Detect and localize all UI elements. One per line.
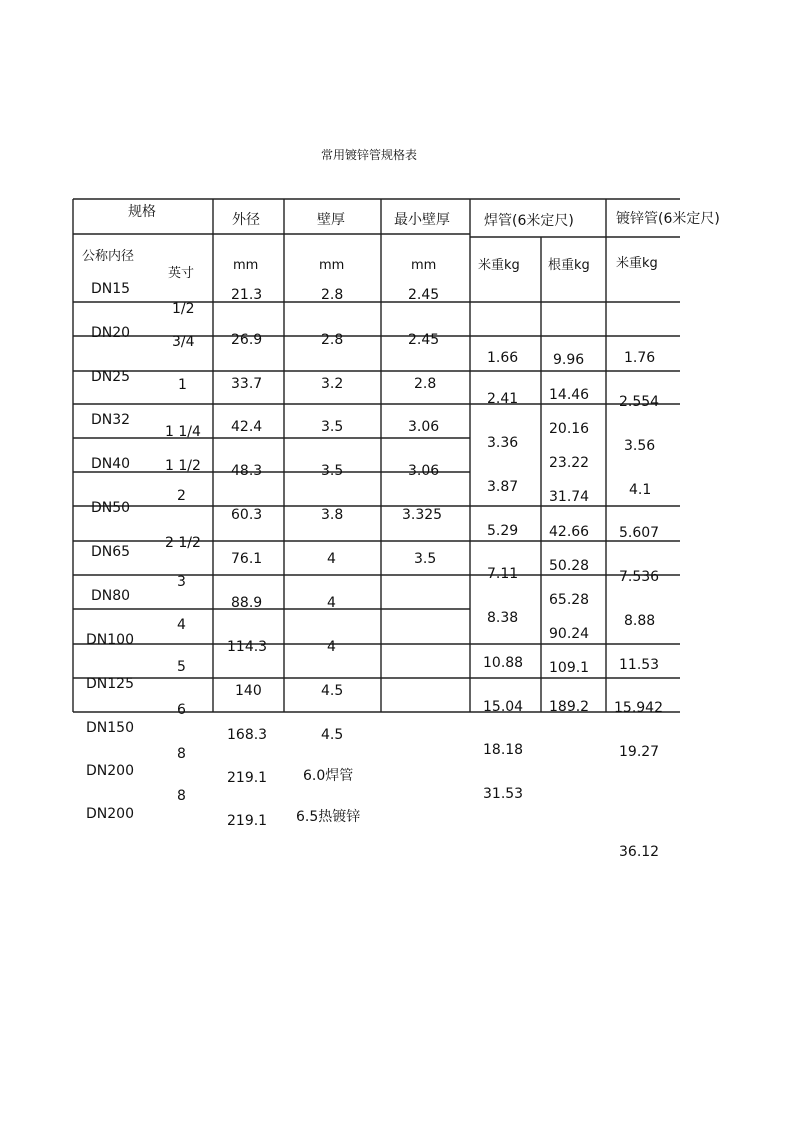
row-dn: DN200 [86,763,134,779]
header-inch: 英寸 [168,266,195,281]
row-welded-kgm: 15.04 [483,699,524,715]
row-galv-kgm: 1.76 [624,350,656,366]
row-root-kg: 50.28 [549,558,590,574]
row-welded-kgm: 7.11 [487,566,519,582]
row-root-kg: 9.96 [553,352,585,368]
row-root-kg: 31.74 [549,489,590,505]
row-min-wall: 2.8 [414,376,437,392]
header-min-wall: 最小壁厚 [394,212,450,228]
row-wall: 3.5 [321,419,344,435]
row-od: 168.3 [227,727,268,743]
row-min-wall: 3.06 [408,419,440,435]
row-inch: 6 [177,702,186,718]
row-root-kg: 90.24 [549,626,590,642]
row-wall: 3.5 [321,463,344,479]
row-welded-kgm: 10.88 [483,655,524,671]
row-welded-kgm: 31.53 [483,786,524,802]
row-inch: 1 [178,377,187,393]
row-galv-kgm: 36.12 [619,844,660,860]
row-wall: 3.2 [321,376,344,392]
row-inch: 2 [177,488,186,504]
row-welded-kgm: 2.41 [487,391,519,407]
row-dn: DN80 [91,588,131,604]
row-min-wall: 3.5 [414,551,437,567]
header-od: 外径 [232,212,260,228]
row-inch: 1 1/4 [165,424,201,440]
row-galv-kgm: 19.27 [619,744,660,760]
header-unit-wall: mm [319,258,345,273]
row-min-wall: 2.45 [408,332,440,348]
row-inch: 8 [177,788,186,804]
row-min-wall: 3.325 [402,507,443,523]
row-dn: DN100 [86,632,134,648]
header-welded: 焊管(6米定尺) [484,213,574,229]
row-welded-kgm: 18.18 [483,742,524,758]
header-root-kg: 根重kg [548,258,590,273]
row-od: 48.3 [231,463,263,479]
row-od: 140 [235,683,262,699]
row-wall: 6.5热镀锌 [296,809,361,825]
row-wall: 4 [327,551,336,567]
row-inch: 3 [177,574,186,590]
row-wall: 4.5 [321,683,344,699]
row-root-kg: 65.28 [549,592,590,608]
row-dn: DN200 [86,806,134,822]
header-galv: 镀锌管(6米定尺) [616,211,720,227]
header-wall: 壁厚 [317,212,345,228]
row-wall: 4 [327,639,336,655]
row-galv-kgm: 5.607 [619,525,660,541]
row-od: 76.1 [231,551,263,567]
row-root-kg: 42.66 [549,524,590,540]
row-od: 88.9 [231,595,263,611]
header-unit-od: mm [233,258,259,273]
row-galv-kgm: 15.942 [614,700,663,716]
header-nominal: 公称内径 [82,249,135,264]
row-galv-kgm: 8.88 [624,613,656,629]
row-dn: DN32 [91,412,131,428]
row-dn: DN125 [86,676,134,692]
row-od: 60.3 [231,507,263,523]
row-galv-kgm: 4.1 [629,482,652,498]
row-wall: 2.8 [321,332,344,348]
row-dn: DN25 [91,369,131,385]
row-od: 114.3 [227,639,268,655]
row-galv-kgm: 7.536 [619,569,660,585]
row-dn: DN20 [91,325,131,341]
header-unit-min-wall: mm [411,258,437,273]
row-min-wall: 2.45 [408,287,440,303]
header-welded-kgm: 米重kg [478,258,520,273]
row-dn: DN50 [91,500,131,516]
row-wall: 2.8 [321,287,344,303]
row-welded-kgm: 3.36 [487,435,519,451]
row-inch: 2 1/2 [165,535,201,551]
row-inch: 4 [177,617,186,633]
row-welded-kgm: 1.66 [487,350,519,366]
row-inch: 3/4 [172,334,195,350]
row-od: 26.9 [231,332,263,348]
row-dn: DN40 [91,456,131,472]
row-wall: 6.0焊管 [303,768,354,784]
row-od: 33.7 [231,376,263,392]
page-title: 常用镀锌管规格表 [320,148,417,162]
row-od: 219.1 [227,813,268,829]
row-od: 42.4 [231,419,263,435]
row-welded-kgm: 8.38 [487,610,519,626]
row-root-kg: 14.46 [549,387,590,403]
row-dn: DN15 [91,281,131,297]
header-galv-kgm: 米重kg [616,256,658,271]
header-spec: 规格 [128,204,156,220]
row-dn: DN65 [91,544,131,560]
row-root-kg: 189.2 [549,699,590,715]
row-od: 21.3 [231,287,263,303]
row-galv-kgm: 11.53 [619,657,660,673]
row-wall: 4.5 [321,727,344,743]
row-inch: 8 [177,746,186,762]
row-welded-kgm: 3.87 [487,479,519,495]
row-root-kg: 20.16 [549,421,590,437]
row-wall: 4 [327,595,336,611]
row-root-kg: 109.1 [549,660,590,676]
row-root-kg: 23.22 [549,455,590,471]
row-min-wall: 3.06 [408,463,440,479]
row-inch: 1/2 [172,301,195,317]
row-galv-kgm: 2.554 [619,394,660,410]
row-inch: 5 [177,659,186,675]
row-inch: 1 1/2 [165,458,201,474]
row-galv-kgm: 3.56 [624,438,656,454]
row-wall: 3.8 [321,507,344,523]
row-od: 219.1 [227,770,268,786]
row-welded-kgm: 5.29 [487,523,519,539]
row-dn: DN150 [86,720,134,736]
